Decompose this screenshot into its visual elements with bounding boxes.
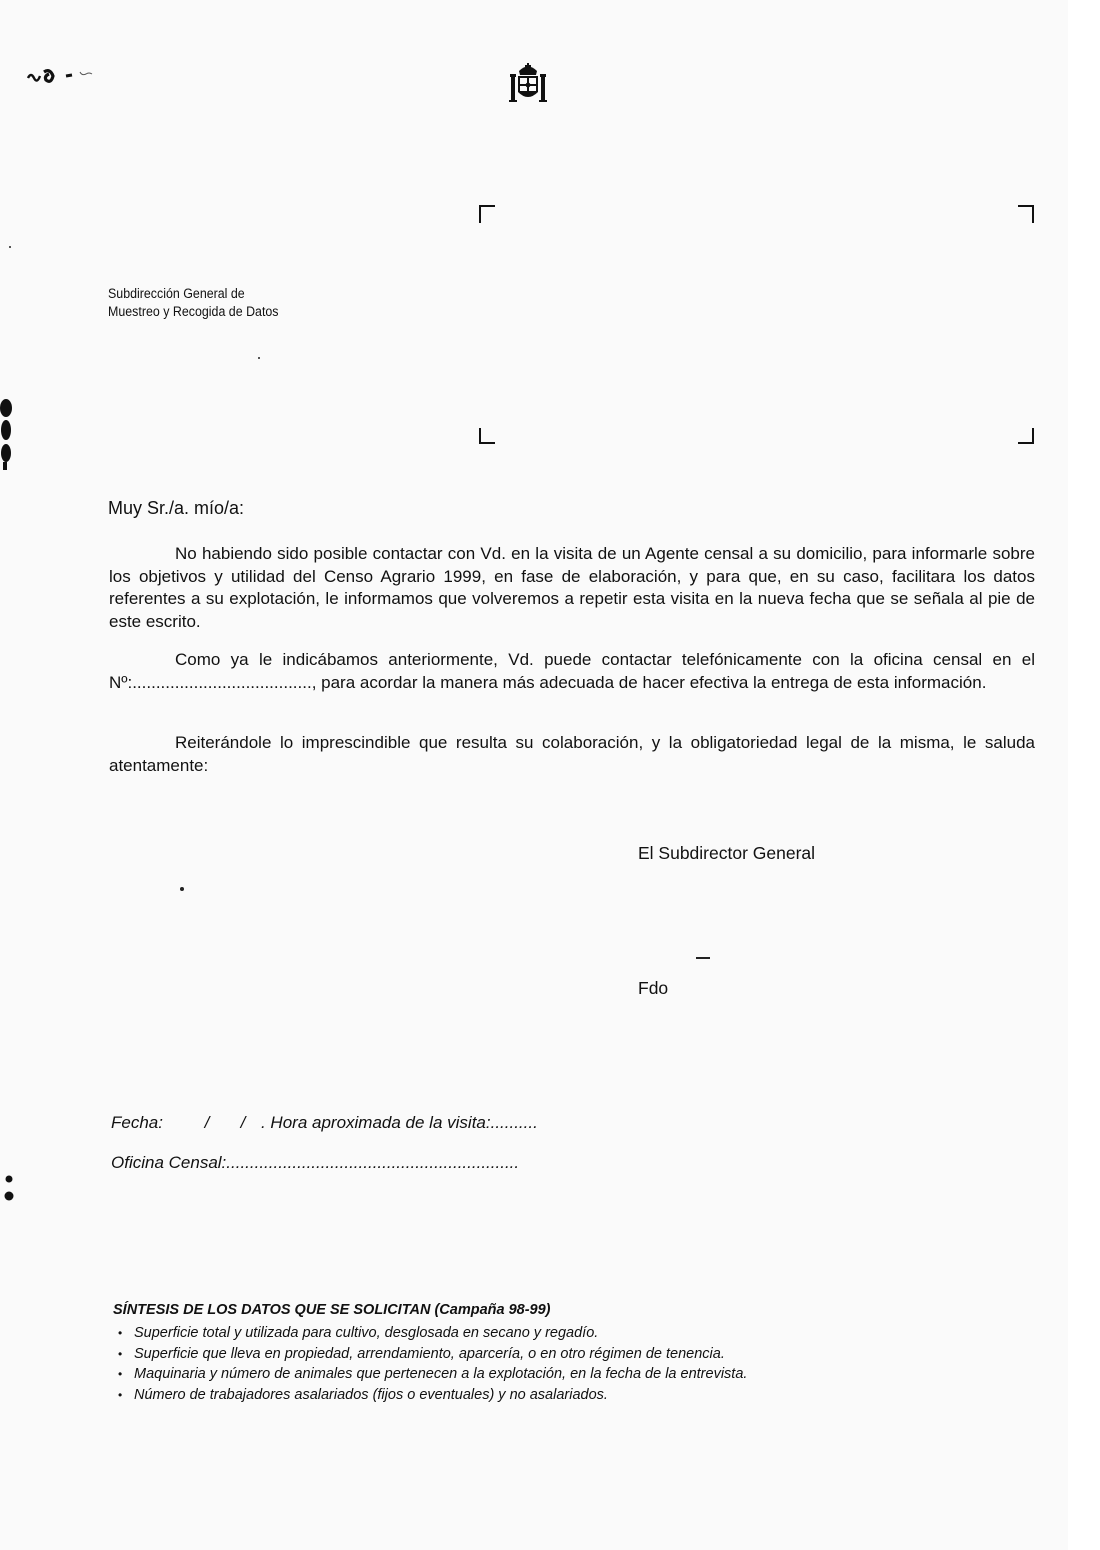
- paragraph-contact-office: [109, 649, 1035, 694]
- salutation: Muy Sr./a. mío/a:: [108, 498, 245, 518]
- visit-date-field: [111, 1113, 538, 1133]
- bullet-icon: •: [118, 1387, 123, 1402]
- bullet-icon: •: [118, 1346, 123, 1361]
- address-window-corner-top-left: [479, 205, 495, 223]
- bullet-icon: •: [118, 1367, 123, 1381]
- address-window-corner-bottom-left: [479, 428, 495, 444]
- scan-speck: [258, 357, 260, 359]
- list-item: [118, 1323, 747, 1344]
- census-office-field: [111, 1153, 519, 1173]
- department-line-1: Subdirección General de: [108, 286, 245, 301]
- synthesis-item-text: Número de trabajadores asalariados (fijos o eventuales) y no asalariados.: [134, 1386, 608, 1403]
- visit-time-label: . Hora aproximada de la visita:..........: [260, 1113, 538, 1132]
- paragraph-contact-office-text: Como ya le indicábamos anteriormente, Vd. puede contactar telefónicamente con la oficina censal en el Nº:......................................, para acordar la manera más adecuada de hacer efectiva la entrega de esta información.: [109, 650, 1035, 692]
- binding-dots: [4, 1174, 14, 1204]
- binding-hole-marks: [0, 398, 14, 470]
- address-window-corner-bottom-right: [1018, 428, 1034, 444]
- synthesis-item-text: Superficie total y utilizada para cultivo, desglosada en secano y regadío.: [134, 1325, 599, 1341]
- census-office-label: Oficina Censal:..............................................................: [111, 1153, 520, 1172]
- signer-title: El Subdirector General: [638, 843, 816, 863]
- paragraph-visit-notice-text: No habiendo sido posible contactar con Vd. en la visita de un Agente censal a su domicilio, para informarle sobre los objetivos y utilidad del Censo Agrario 1999, en fase de elaboración, y para que, en su caso, facilitara los datos referentes a su explotación, le informamos que volveremos a repetir esta visita en la nueva fecha que se señala al pie de este escrito.: [109, 544, 1035, 631]
- date-separator-1: /: [204, 1113, 210, 1132]
- handwritten-mark: [22, 62, 102, 92]
- date-separator-2: /: [240, 1113, 246, 1132]
- bullet-icon: •: [118, 1326, 123, 1340]
- address-window-corner-top-right: [1018, 205, 1034, 223]
- paragraph-closing: [109, 732, 1035, 777]
- scan-speck: [9, 246, 11, 248]
- synthesis-item-text: Maquinaria y número de animales que pertenecen a la explotación, en la fecha de la entrevista.: [134, 1366, 748, 1382]
- paragraph-visit-notice: [109, 543, 1035, 633]
- scan-speck: [180, 887, 184, 891]
- spanish-royal-crest-icon: [507, 62, 549, 104]
- synthesis-list: [118, 1323, 747, 1405]
- department-block: [108, 285, 279, 321]
- scan-speck: [696, 957, 710, 959]
- department-line-2: Muestreo y Recogida de Datos: [108, 304, 279, 319]
- list-item: [118, 1385, 747, 1406]
- paragraph-closing-text: Reiterándole lo imprescindible que resulta su colaboración, y la obligatoriedad legal de la misma, le saluda atentamente:: [109, 733, 1035, 775]
- synthesis-title: SÍNTESIS DE LOS DATOS QUE SE SOLICITAN (Campaña 98-99): [113, 1302, 551, 1318]
- visit-date-label: Fecha:: [111, 1113, 163, 1132]
- synthesis-item-text: Superficie que lleva en propiedad, arrendamiento, aparcería, o en otro régimen de tenencia.: [134, 1345, 725, 1362]
- signed-label: Fdo: [638, 978, 669, 998]
- list-item: [118, 1344, 747, 1365]
- list-item: [118, 1364, 747, 1385]
